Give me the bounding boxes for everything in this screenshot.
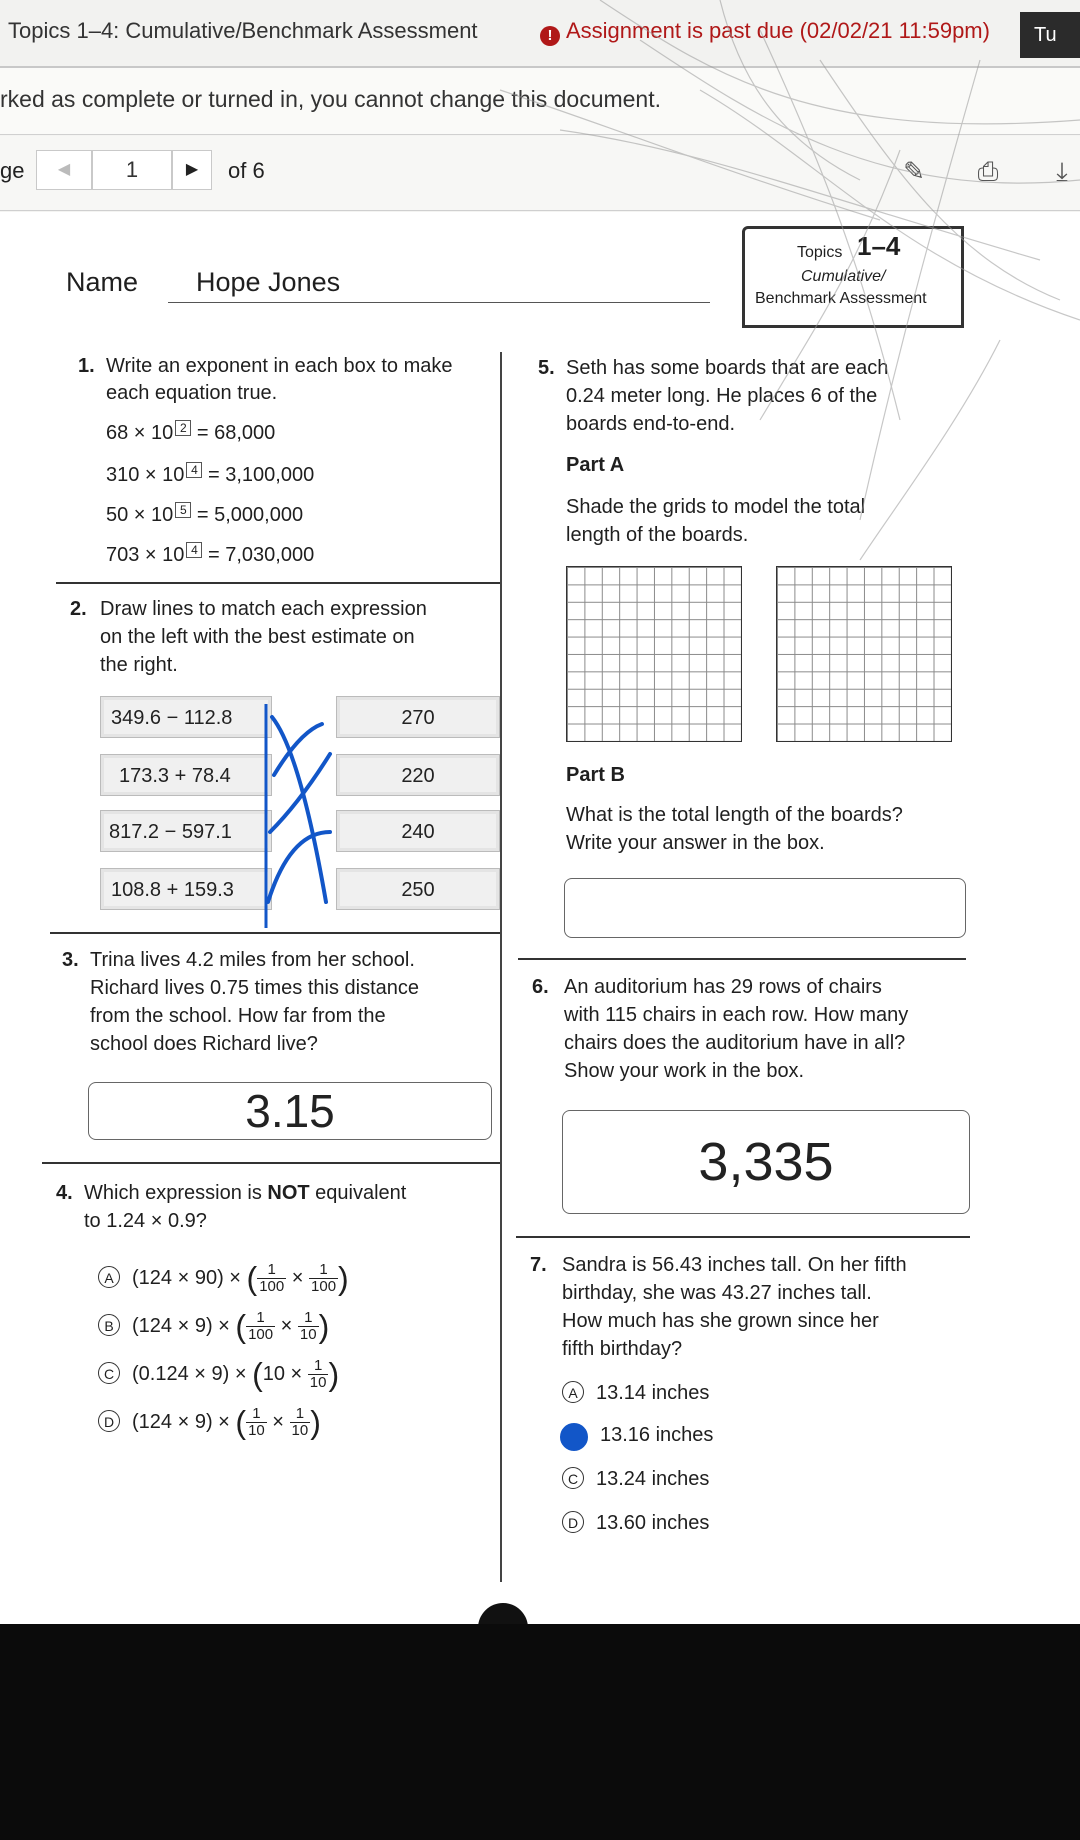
q4-option[interactable]: C (0.124 × 9) × (10 × $\frac{1}{10}$ ) — [98, 1354, 339, 1395]
q1-equation: 703 × 10 4 = 7,030,000 — [106, 543, 315, 566]
print-icon[interactable]: ⎙ — [977, 156, 999, 186]
q6-line3: chairs does the auditorium have in all? — [564, 1032, 906, 1054]
q1-equation: 310 × 10 4 = 3,100,000 — [106, 463, 315, 486]
exponent-box[interactable]: 4 — [186, 462, 202, 478]
q5-answer-box[interactable] — [564, 878, 966, 938]
q7-option[interactable]: A 13.14 inches — [562, 1380, 709, 1407]
q2-number: 2. — [70, 598, 87, 620]
option-bubble[interactable]: D — [98, 1410, 120, 1432]
q5-part-b-line1: What is the total length of the boards? — [566, 804, 903, 826]
q6-line1: An auditorium has 29 rows of chairs — [564, 976, 882, 998]
expression-box[interactable]: 173.3 + 78.4 — [100, 754, 272, 796]
q5-line1: Seth has some boards that are each — [566, 357, 889, 379]
option-bubble[interactable]: B — [98, 1314, 120, 1336]
q4-option[interactable]: A (124 × 90) × ( $\frac{1}{100}$ × $\frac{1}{100}$ ) — [98, 1258, 349, 1299]
q4-line1: Which expression is NOT equivalent — [84, 1182, 407, 1204]
q3-line1: Trina lives 4.2 miles from her school. — [90, 949, 415, 971]
option-bubble[interactable]: C — [98, 1362, 120, 1384]
badge-line3: Benchmark Assessment — [755, 290, 927, 307]
q6-line2: with 115 chairs in each row. How many — [564, 1004, 909, 1026]
option-bubble[interactable]: A — [98, 1266, 120, 1288]
q6-answer-box[interactable]: 3,335 — [562, 1110, 970, 1214]
q6-line4: Show your work in the box. — [564, 1060, 805, 1082]
option-bubble[interactable]: D — [562, 1511, 584, 1533]
q4-option[interactable]: D (124 × 9) × ( $\frac{1}{10}$ × $\frac{1}{10}$ ) — [98, 1402, 321, 1443]
q5-line3: boards end-to-end. — [566, 413, 736, 435]
page-label: ge — [0, 158, 25, 183]
worksheet-page — [0, 212, 1080, 1624]
option-bubble[interactable]: C — [562, 1467, 584, 1489]
q7-option-selected[interactable]: 13.16 inches — [560, 1422, 713, 1451]
alert-icon: ! — [540, 26, 560, 46]
q3-line4: school does Richard live? — [90, 1033, 318, 1055]
q4-number: 4. — [56, 1182, 73, 1204]
turn-in-button[interactable]: Tu — [1020, 12, 1080, 58]
assignment-title: Topics 1–4: Cumulative/Benchmark Assessment — [8, 18, 478, 43]
exponent-box[interactable]: 5 — [175, 502, 191, 518]
next-page-button[interactable]: ▶ — [172, 150, 212, 190]
download-icon[interactable]: ⤓ — [1056, 156, 1068, 186]
exponent-box[interactable]: 2 — [175, 420, 191, 436]
q5-divider — [518, 958, 966, 960]
q5-part-a-line1: Shade the grids to model the total — [566, 496, 866, 518]
device-bezel — [0, 1624, 1080, 1840]
estimate-box[interactable]: 250 — [336, 868, 500, 910]
q7-option[interactable]: C 13.24 inches — [562, 1466, 709, 1493]
q7-line3: How much has she grown since her — [562, 1310, 879, 1332]
badge-line2: Cumulative/ — [801, 268, 886, 285]
q4-line2: to 1.24 × 0.9? — [84, 1210, 207, 1232]
q7-line2: birthday, she was 43.27 inches tall. — [562, 1282, 872, 1304]
hundred-grid[interactable] — [776, 566, 952, 742]
page-toolbar — [0, 136, 1080, 211]
expression-box[interactable]: 349.6 − 112.8 — [100, 696, 272, 738]
q7-option[interactable]: D 13.60 inches — [562, 1510, 709, 1537]
exponent-box[interactable]: 4 — [186, 542, 202, 558]
q5-part-a-line2: length of the boards. — [566, 524, 749, 546]
past-due-text: Assignment is past due (02/02/21 11:59pm) — [566, 18, 990, 43]
name-value: Hope Jones — [196, 267, 341, 297]
q2-prompt-line1: Draw lines to match each expression — [100, 598, 427, 620]
q6-divider — [516, 1236, 970, 1238]
q3-line2: Richard lives 0.75 times this distance — [90, 977, 420, 999]
q3-number: 3. — [62, 949, 79, 971]
q2-prompt-line3: the right. — [100, 654, 178, 676]
q1-number: 1. — [78, 355, 95, 377]
page-number-input[interactable]: 1 — [92, 150, 172, 190]
q6-number: 6. — [532, 976, 549, 998]
prev-page-button[interactable]: ◀ — [36, 150, 92, 190]
top-bar — [0, 0, 1080, 68]
q3-answer-box[interactable]: 3.15 — [88, 1082, 492, 1140]
past-due-notice — [540, 18, 990, 46]
option-bubble[interactable]: A — [562, 1381, 584, 1403]
q2-divider — [50, 932, 500, 934]
q5-part-b: Part B — [566, 764, 625, 786]
q5-part-a: Part A — [566, 454, 625, 476]
q5-number: 5. — [538, 357, 555, 379]
estimate-box[interactable]: 220 — [336, 754, 500, 796]
q2-prompt-line2: on the left with the best estimate on — [100, 626, 415, 648]
q7-line4: fifth birthday? — [562, 1338, 683, 1360]
q7-line1: Sandra is 56.43 inches tall. On her fifth — [562, 1254, 907, 1276]
estimate-box[interactable]: 270 — [336, 696, 500, 738]
expression-box[interactable]: 817.2 − 597.1 — [100, 810, 272, 852]
name-label: Name — [66, 267, 139, 297]
q5-part-b-line2: Write your answer in the box. — [566, 832, 825, 854]
q1-equation: 68 × 10 2 = 68,000 — [106, 421, 276, 444]
estimate-box[interactable]: 240 — [336, 810, 500, 852]
q4-option[interactable]: B (124 × 9) × ( $\frac{1}{100}$ × $\frac{1}{10}$ ) — [98, 1306, 329, 1347]
q1-prompt-line1: Write an exponent in each box to make — [106, 355, 453, 377]
q1-equation: 50 × 10 5 = 5,000,000 — [106, 503, 304, 526]
q7-number: 7. — [530, 1254, 547, 1276]
page-count: of 6 — [228, 158, 265, 183]
badge-topics: Topics — [797, 244, 843, 261]
locked-notice — [0, 68, 1080, 135]
q3-divider — [42, 1162, 500, 1164]
q5-line2: 0.24 meter long. He places 6 of the — [566, 385, 878, 407]
hundred-grid[interactable] — [566, 566, 742, 742]
q3-line3: from the school. How far from the — [90, 1005, 386, 1027]
selected-bubble[interactable] — [560, 1423, 588, 1451]
expression-box[interactable]: 108.8 + 159.3 — [100, 868, 272, 910]
badge-range: 1–4 — [857, 231, 901, 261]
q1-prompt-line2: each equation true. — [106, 382, 278, 404]
pen-icon[interactable]: ✎ — [903, 156, 925, 186]
locked-notice-text: rked as complete or turned in, you cannot change this document. — [0, 86, 662, 112]
